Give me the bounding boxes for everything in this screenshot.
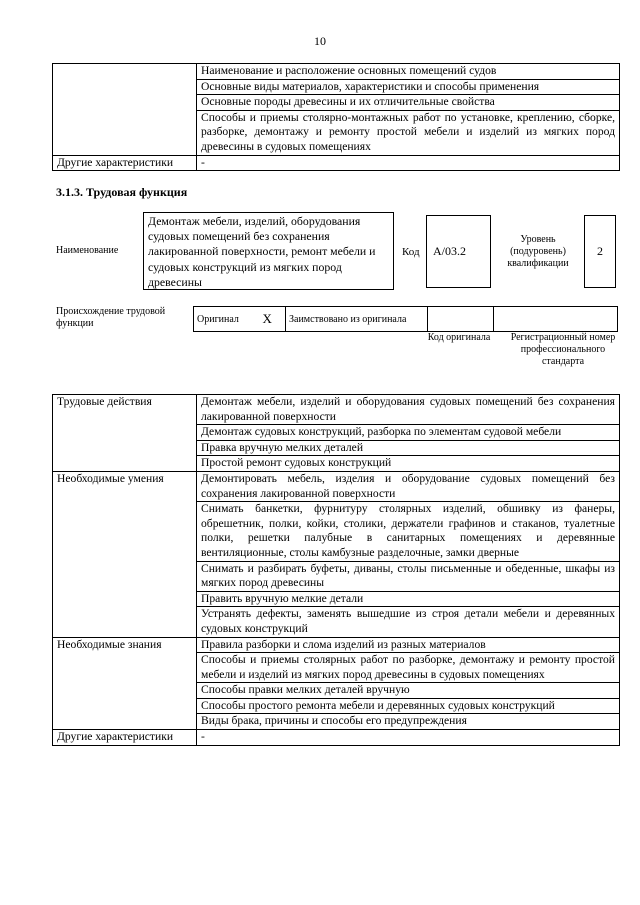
knowledge-item: Способы правки мелких деталей вручную (197, 683, 620, 699)
original-mark (250, 307, 286, 332)
table-row (53, 155, 620, 171)
level-value: 2 (584, 215, 616, 288)
borrowed-label: Заимствовано из оригинала (286, 307, 428, 332)
other-characteristics-value: - (197, 155, 620, 171)
function-code-value: А/03.2 (426, 215, 491, 288)
other-characteristics-label: Другие характеристики (53, 730, 197, 746)
code-label: Код (402, 246, 420, 258)
knowledge-item: Виды брака, причины и способы его предупреждения (197, 714, 620, 730)
skill-item: Снимать и разбирать буфеты, диваны, столы письменные и обеденные, шкафы из мягких пород древесины (197, 561, 620, 591)
skills-label: Необходимые умения (53, 471, 197, 637)
level-label: Уровень (подуровень) квалификации (507, 234, 569, 269)
actions-label: Трудовые действия (53, 395, 197, 472)
action-item: Правка вручную мелких деталей (197, 440, 620, 456)
empty-label-cell (53, 64, 197, 156)
knowledge-item: Основные породы древесины и их отличительные свойства (197, 95, 620, 111)
skill-item: Устранять дефекты, заменять вышедшие из строя детали мебели и деревянных судовых конструкций (197, 607, 620, 637)
other-characteristics-value: - (197, 730, 620, 746)
page-number: 10 (314, 34, 326, 48)
table-row (53, 64, 620, 80)
table-row (53, 395, 620, 425)
name-label: Наименование (56, 245, 119, 256)
table-row (194, 307, 618, 332)
continuation-table (52, 63, 620, 171)
reg-caption: Регистрационный номер профессионального стандарта (510, 332, 616, 367)
knowledge-item: Способы и приемы столярных работ по разборке, демонтажу и ремонту простой мебели и изделий из мягких пород древесины в судовых помещениях (197, 653, 620, 683)
code-caption: Код оригинала (427, 332, 491, 343)
table-row (53, 471, 620, 501)
origin-label: Происхождение трудовой функции (56, 306, 166, 329)
action-item: Простой ремонт судовых конструкций (197, 456, 620, 472)
action-item: Демонтаж мебели, изделий и оборудования судовых помещений без сохранения лакированной поверхности (197, 395, 620, 425)
function-details-table (52, 394, 620, 746)
table-row (53, 730, 620, 746)
skill-item: Снимать банкетки, фурнитуру столярных изделий, обшивку из фанеры, обрешетник, полки, койки, столики, держатели графинов и стаканов, туалетные полки, решетки палубные в санитарных помещениях и деревянные вентиляционные, столы камбузные разделочные, замки дверные (197, 502, 620, 561)
reg-number-cell (494, 307, 618, 332)
knowledge-label: Необходимые знания (53, 637, 197, 730)
knowledge-item: Наименование и расположение основных помещений судов (197, 64, 620, 80)
section-heading: 3.1.3. Трудовая функция (56, 185, 188, 199)
skill-item: Демонтировать мебель, изделия и оборудование судовых помещений без сохранения лакированной поверхности (197, 471, 620, 501)
original-label: Оригинал (194, 307, 250, 332)
action-item: Демонтаж судовых конструкций, разборка по элементам судовой мебели (197, 425, 620, 441)
knowledge-item: Основные виды материалов, характеристики и способы применения (197, 79, 620, 95)
function-name-value: Демонтаж мебели, изделий, оборудования судовых помещений без сохранения лакированной поверхности, ремонт мебели и судовых конструкций из мягких пород древесины (143, 212, 394, 290)
skill-item: Править вручную мелкие детали (197, 591, 620, 607)
original-mark-text: X (262, 310, 272, 326)
other-characteristics-label: Другие характеристики (53, 155, 197, 171)
origin-code-cell (428, 307, 494, 332)
origin-table (193, 306, 618, 332)
knowledge-item: Способы простого ремонта мебели и деревянных судовых конструкций (197, 698, 620, 714)
knowledge-item: Правила разборки и слома изделий из разных материалов (197, 637, 620, 653)
knowledge-item: Способы и приемы столярно-монтажных работ по установке, креплению, сборке, разборке, демонтажу и ремонту простой мебели и изделий из мягких пород древесины в судовых помещениях (197, 110, 620, 155)
table-row (53, 637, 620, 653)
